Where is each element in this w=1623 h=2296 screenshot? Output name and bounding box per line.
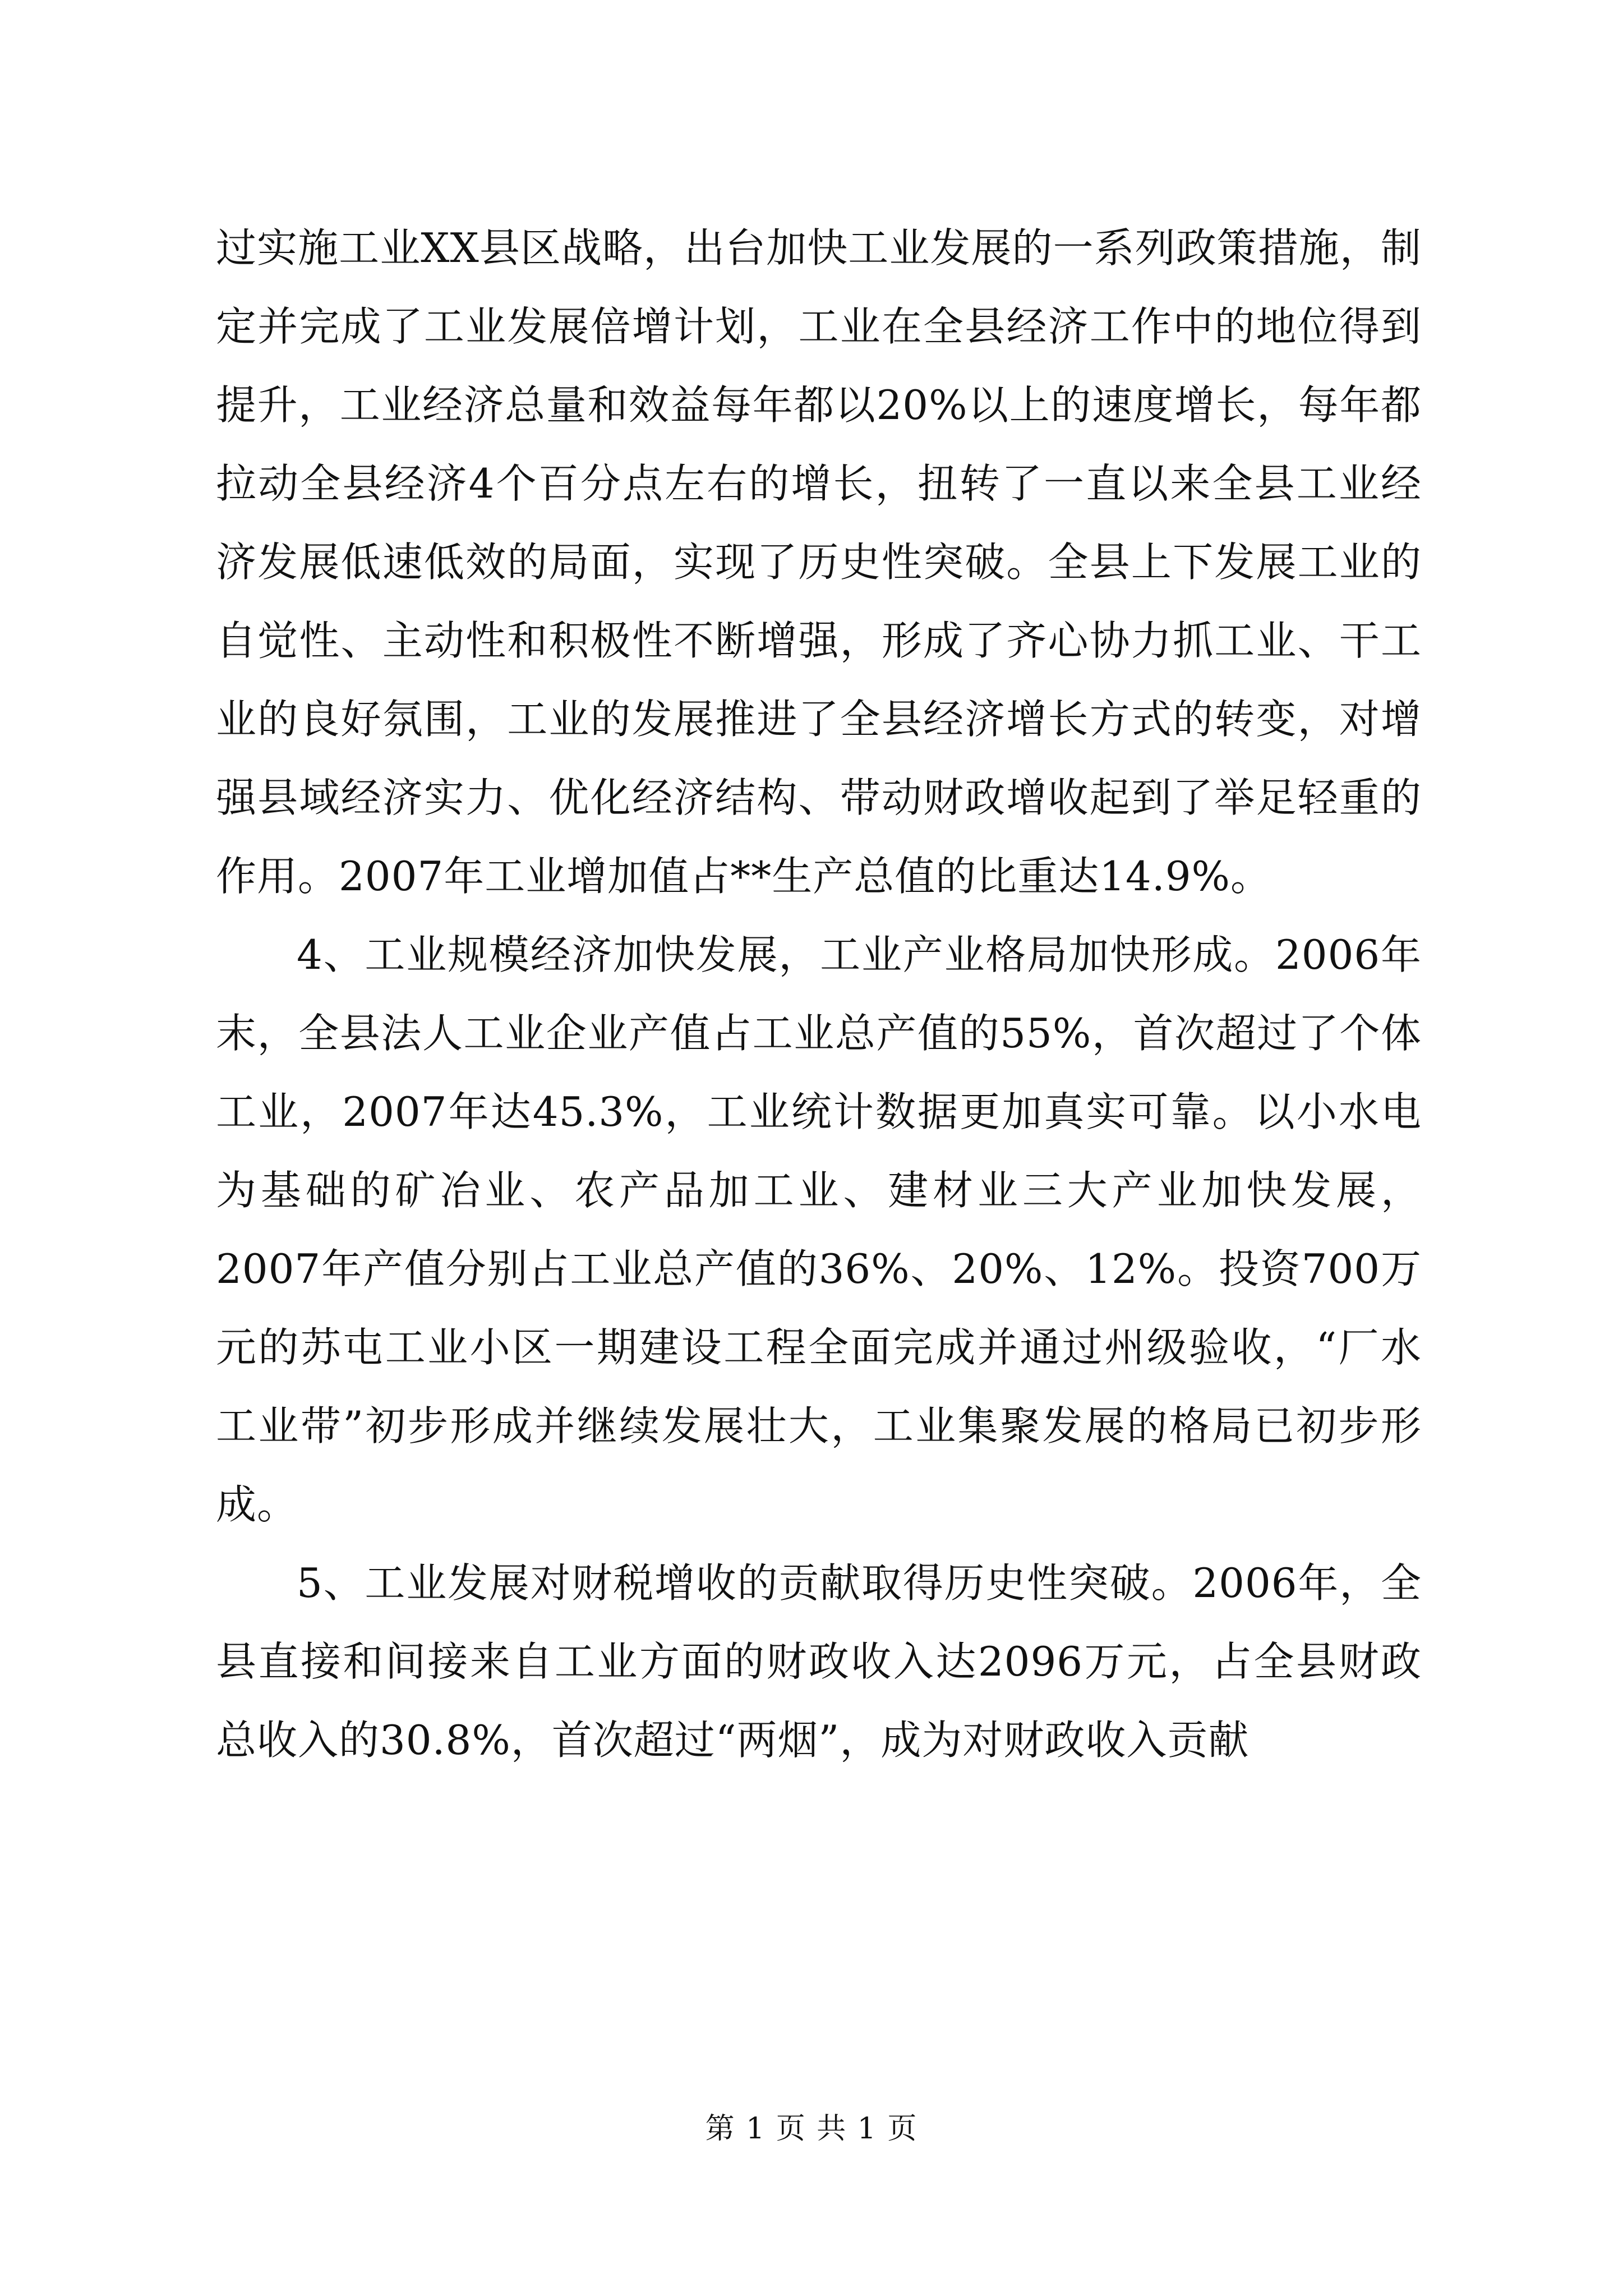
paragraph-2: 4、工业规模经济加快发展，工业产业格局加快形成。2006年末，全县法人工业企业产值占工业总产值的55%，首次超过了个体工业，2007年达45.3%，工业统计数据更加真实可靠。以小水电为基础的矿冶业、农产品加工业、建材业三大产业加快发展，2007年产值分别占工业总产值的36%、20%、12%。投资700万元的苏屯工业小区一期建设工程全面完成并通过州级验收，“厂水工业带”初步形成并继续发展壮大，工业集聚发展的格局已初步形成。 [216, 931, 1422, 1528]
paragraph-1: 过实施工业XX县区战略，出台加快工业发展的一系列政策措施，制定并完成了工业发展倍增计划，工业在全县经济工作中的地位得到提升，工业经济总量和效益每年都以20%以上的速度增长，每年都拉动全县经济4个百分点左右的增长，扭转了一直以来全县工业经济发展低速低效的局面，实现了历史性突破。全县上下发展工业的自觉性、主动性和积极性不断增强，形成了齐心协力抓工业、干工业的良好氛围，工业的发展推进了全县经济增长方式的转变，对增强县域经济实力、优化经济结构、带动财政增收起到了举足轻重的作用。2007年工业增加值占**生产总值的比重达14.9%。 [216, 224, 1422, 900]
paragraph-3: 5、工业发展对财税增收的贡献取得历史性突破。2006年，全县直接和间接来自工业方面的财政收入达2096万元，占全县财政总收入的30.8%，首次超过“两烟”，成为对财政收入贡献 [216, 1559, 1422, 1764]
document-body [216, 209, 1422, 1779]
page-footer: 第 1 页 共 1 页 [705, 2112, 918, 2146]
